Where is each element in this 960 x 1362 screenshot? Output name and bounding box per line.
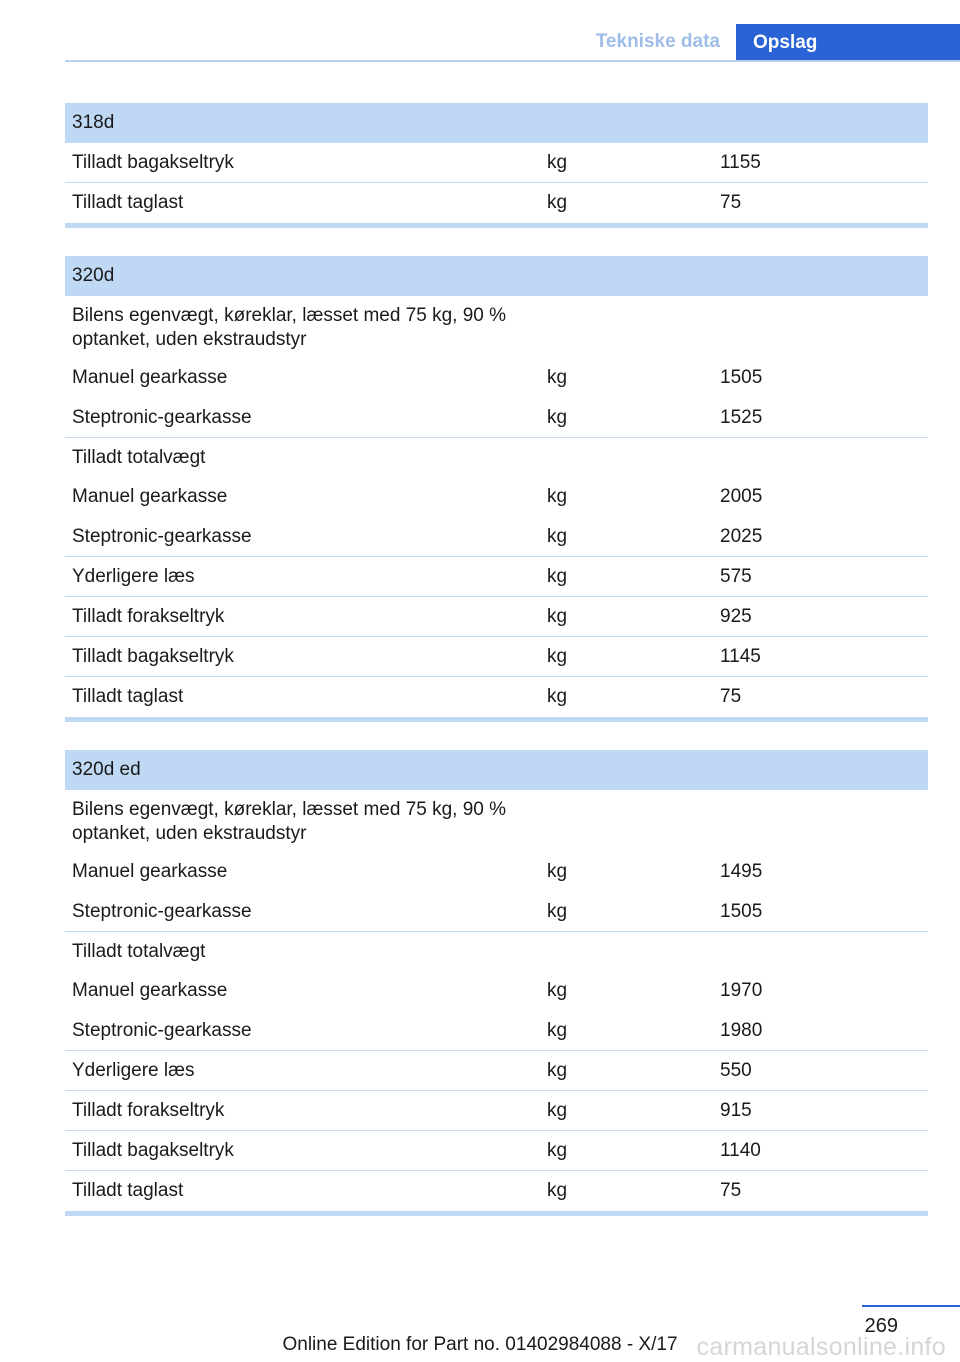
- row-label: Steptronic-gearkasse: [72, 526, 252, 547]
- row-value: 1505: [720, 901, 763, 922]
- row-label: Yderligere læs: [72, 1060, 195, 1081]
- row-label: Steptronic-gearkasse: [72, 901, 252, 922]
- row-label: Tilladt taglast: [72, 686, 184, 707]
- table-row: [65, 972, 928, 1011]
- table-row: [65, 597, 928, 637]
- row-value: 575: [720, 566, 752, 587]
- row-label: Tilladt totalvægt: [72, 941, 206, 962]
- row-label: Bilens egenvægt, køreklar, læsset med 75 kg, 90 % optanket, uden ekstraudstyr: [72, 799, 507, 844]
- table-row: [65, 790, 928, 853]
- spec-table: [65, 750, 928, 1216]
- row-label: Tilladt bagakseltryk: [72, 152, 234, 173]
- row-value: 1980: [720, 1020, 763, 1041]
- row-value: 915: [720, 1100, 752, 1121]
- page-header: [0, 0, 960, 62]
- table-row: [65, 143, 928, 183]
- footer-rule: [862, 1305, 960, 1307]
- edition-note: Online Edition for Part no. 01402984088 - X/17: [282, 1334, 678, 1355]
- page-number: 269: [864, 1315, 898, 1337]
- table-title: 320d: [65, 256, 928, 296]
- table-row: [65, 398, 928, 438]
- table-end-bar: [65, 223, 928, 228]
- row-unit: kg: [547, 526, 568, 547]
- row-label: Tilladt taglast: [72, 192, 184, 213]
- row-value: 1525: [720, 407, 763, 428]
- table-row: [65, 637, 928, 677]
- table-row: [65, 438, 928, 478]
- table-row: [65, 932, 928, 972]
- row-unit: kg: [547, 901, 568, 922]
- table-row: [65, 359, 928, 398]
- row-label: Steptronic-gearkasse: [72, 1020, 252, 1041]
- row-value: 1495: [720, 861, 763, 882]
- table-end-bar: [65, 717, 928, 722]
- table-title: 320d ed: [65, 750, 928, 790]
- row-unit: kg: [547, 1020, 568, 1041]
- row-value: 1505: [720, 367, 763, 388]
- table-row: [65, 1171, 928, 1211]
- header-rule: [65, 60, 960, 62]
- row-unit: kg: [547, 980, 568, 1001]
- row-label: Tilladt bagakseltryk: [72, 1140, 234, 1161]
- row-unit: kg: [547, 686, 568, 707]
- row-unit: kg: [547, 1100, 568, 1121]
- row-unit: kg: [547, 861, 568, 882]
- table-row: [65, 296, 928, 359]
- table-row: [65, 853, 928, 892]
- row-value: 75: [720, 686, 742, 707]
- row-unit: kg: [547, 1180, 568, 1201]
- row-label: Tilladt bagakseltryk: [72, 646, 234, 667]
- row-unit: kg: [547, 192, 568, 213]
- section-tab[interactable]: Tekniske data: [595, 31, 720, 52]
- row-unit: kg: [547, 566, 568, 587]
- row-label: Tilladt taglast: [72, 1180, 184, 1201]
- table-end-bar: [65, 1211, 928, 1216]
- table-row: [65, 557, 928, 597]
- table-row: [65, 1051, 928, 1091]
- row-unit: kg: [547, 152, 568, 173]
- row-label: Steptronic-gearkasse: [72, 407, 252, 428]
- row-value: 925: [720, 606, 752, 627]
- row-label: Manuel gearkasse: [72, 367, 228, 388]
- row-value: 1155: [720, 152, 761, 173]
- spec-table: [65, 103, 928, 228]
- row-label: Yderligere læs: [72, 566, 195, 587]
- watermark: carmanualsonline.info: [696, 1333, 946, 1361]
- spec-tables: [65, 103, 928, 1216]
- row-unit: kg: [547, 1140, 568, 1161]
- table-row: [65, 677, 928, 717]
- row-value: 75: [720, 1180, 742, 1201]
- table-row: [65, 892, 928, 932]
- row-label: Manuel gearkasse: [72, 980, 228, 1001]
- row-value: 1970: [720, 980, 763, 1001]
- row-unit: kg: [547, 646, 568, 667]
- row-unit: kg: [547, 1060, 568, 1081]
- row-label: Bilens egenvægt, køreklar, læsset med 75 kg, 90 % optanket, uden ekstraudstyr: [72, 305, 507, 350]
- row-unit: kg: [547, 486, 568, 507]
- table-row: [65, 183, 928, 223]
- row-value: 1145: [720, 646, 761, 667]
- row-value: 550: [720, 1060, 752, 1081]
- table-row: [65, 478, 928, 517]
- row-label: Tilladt forakseltryk: [72, 606, 225, 627]
- table-row: [65, 1131, 928, 1171]
- row-value: 2025: [720, 526, 763, 547]
- table-row: [65, 1011, 928, 1051]
- row-unit: kg: [547, 367, 568, 388]
- row-label: Tilladt forakseltryk: [72, 1100, 225, 1121]
- row-value: 75: [720, 192, 742, 213]
- table-title: 318d: [65, 103, 928, 143]
- table-row: [65, 1091, 928, 1131]
- spec-table: [65, 256, 928, 722]
- row-label: Manuel gearkasse: [72, 861, 228, 882]
- row-unit: kg: [547, 407, 568, 428]
- row-unit: kg: [547, 606, 568, 627]
- row-label: Manuel gearkasse: [72, 486, 228, 507]
- row-value: 1140: [720, 1140, 761, 1161]
- table-row: [65, 517, 928, 557]
- chapter-tab[interactable]: Opslag: [736, 24, 960, 62]
- row-value: 2005: [720, 486, 763, 507]
- row-label: Tilladt totalvægt: [72, 447, 206, 468]
